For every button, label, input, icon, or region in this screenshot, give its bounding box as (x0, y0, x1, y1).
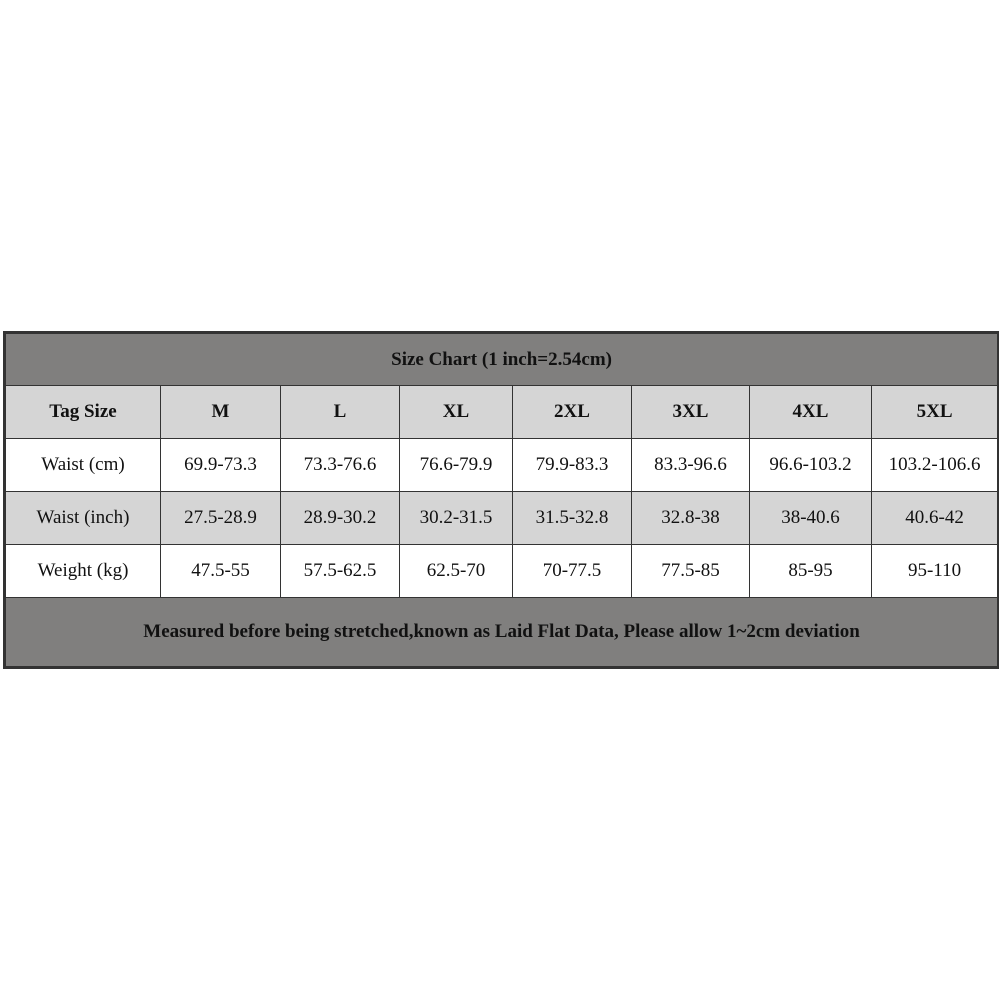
size-header: 5XL (872, 386, 998, 439)
size-header: XL (400, 386, 513, 439)
size-header: L (281, 386, 400, 439)
table-cell: 31.5-32.8 (513, 492, 632, 545)
table-cell: 83.3-96.6 (632, 439, 750, 492)
table-cell: 85-95 (750, 545, 872, 598)
table-cell: 76.6-79.9 (400, 439, 513, 492)
footer-note: Measured before being stretched,known as Laid Flat Data, Please allow 1~2cm deviation (6, 598, 998, 667)
table-cell: 47.5-55 (161, 545, 281, 598)
size-chart-table (5, 333, 998, 667)
table-cell: 30.2-31.5 (400, 492, 513, 545)
table-cell: 95-110 (872, 545, 998, 598)
size-header: M (161, 386, 281, 439)
table-cell: 96.6-103.2 (750, 439, 872, 492)
table-cell: 70-77.5 (513, 545, 632, 598)
table-row (6, 545, 998, 598)
table-cell: 40.6-42 (872, 492, 998, 545)
table-row (6, 492, 998, 545)
table-cell: 79.9-83.3 (513, 439, 632, 492)
row-label: Weight (kg) (6, 545, 161, 598)
table-cell: 38-40.6 (750, 492, 872, 545)
row-label: Waist (cm) (6, 439, 161, 492)
table-cell: 32.8-38 (632, 492, 750, 545)
table-cell: 62.5-70 (400, 545, 513, 598)
size-header: 2XL (513, 386, 632, 439)
table-cell: 27.5-28.9 (161, 492, 281, 545)
table-cell: 73.3-76.6 (281, 439, 400, 492)
table-cell: 57.5-62.5 (281, 545, 400, 598)
row-label: Waist (inch) (6, 492, 161, 545)
header-label: Tag Size (6, 386, 161, 439)
footer-row (6, 598, 998, 667)
table-row (6, 439, 998, 492)
table-cell: 28.9-30.2 (281, 492, 400, 545)
chart-title: Size Chart (1 inch=2.54cm) (6, 334, 998, 386)
header-row (6, 386, 998, 439)
title-row (6, 334, 998, 386)
table-cell: 69.9-73.3 (161, 439, 281, 492)
table-cell: 77.5-85 (632, 545, 750, 598)
table-cell: 103.2-106.6 (872, 439, 998, 492)
size-header: 3XL (632, 386, 750, 439)
size-chart (3, 331, 999, 669)
size-header: 4XL (750, 386, 872, 439)
